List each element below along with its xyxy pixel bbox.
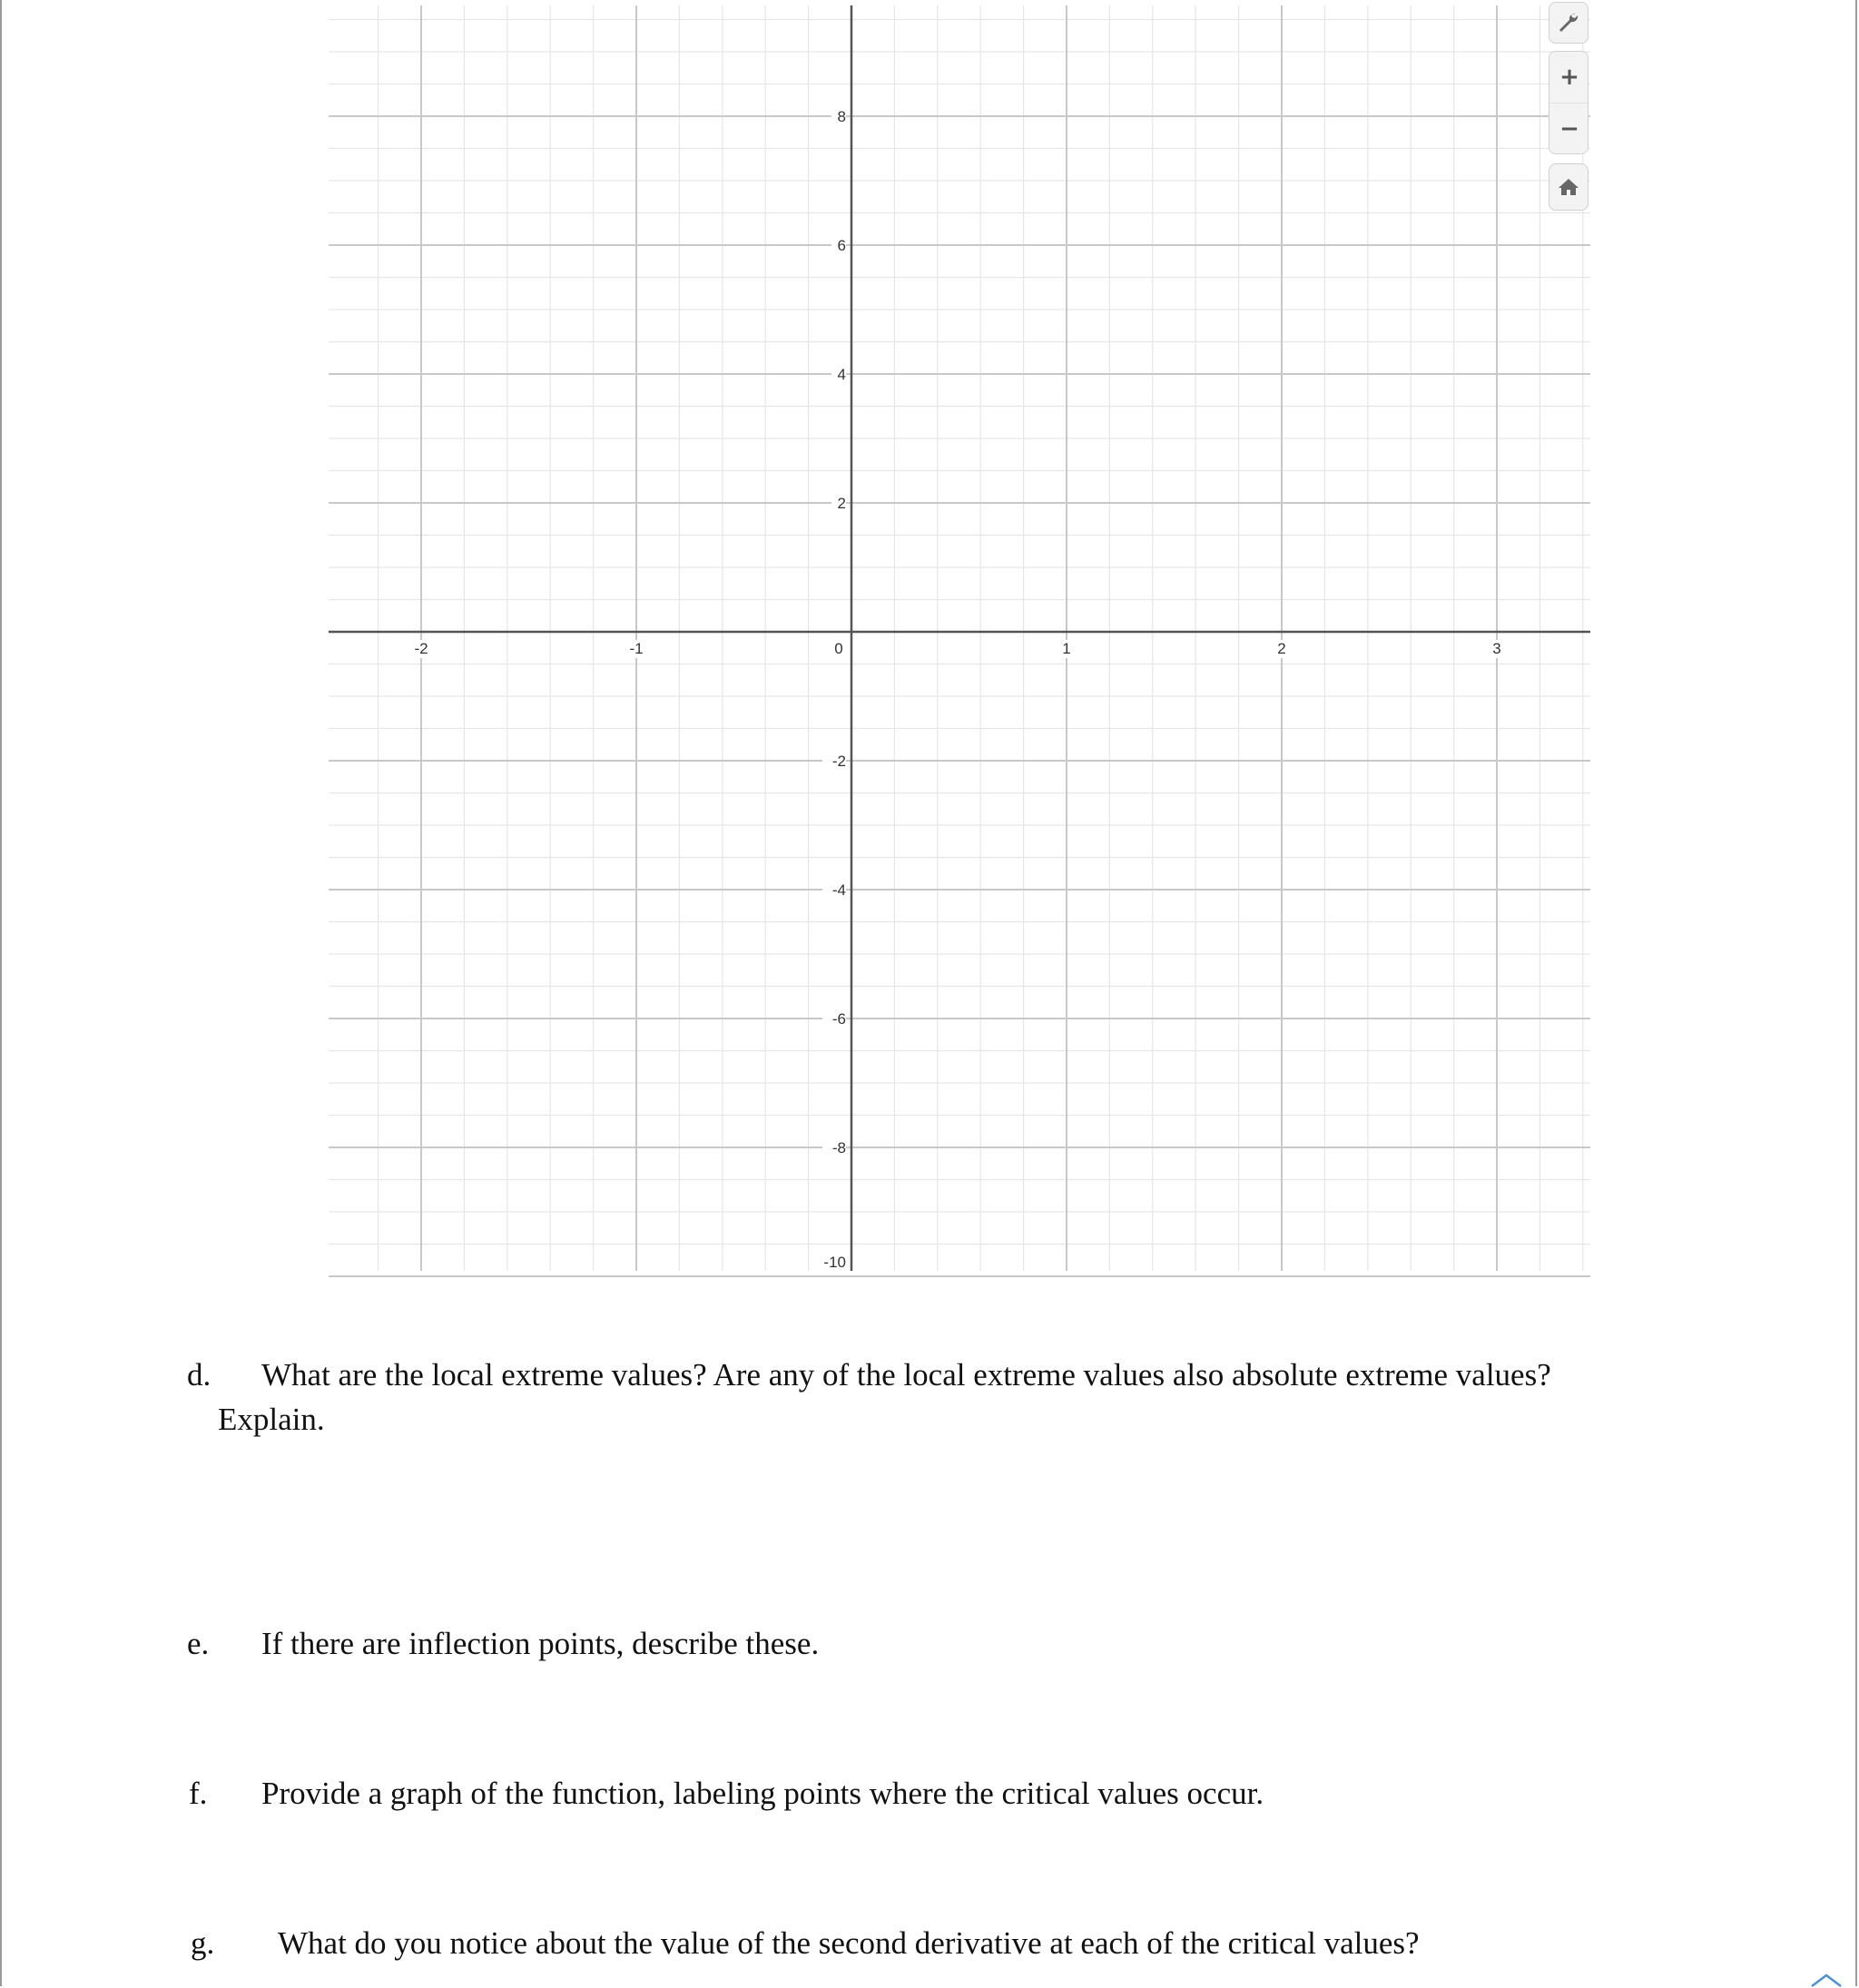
y-tick-label: 4 [837,366,846,383]
zoom-out-button[interactable]: − [1549,103,1589,153]
x-tick-label: 3 [1492,640,1501,657]
axes [329,5,1590,1271]
minor-grid-vertical [379,5,1583,1271]
y-tick-label: -8 [831,1139,846,1156]
question-letter: e. [187,1626,210,1661]
x-tick-label: 0 [834,640,843,657]
graph-settings-button[interactable] [1549,2,1589,44]
zoom-in-button[interactable]: + [1549,52,1589,103]
question-text: What are the local extreme values? Are any of the local extreme values also absolute extreme values? [261,1357,1551,1393]
question-d [0,1353,1859,1443]
question-text-continued: Explain. [218,1402,325,1437]
y-tick-label: 2 [837,495,846,512]
y-tick-label: 6 [837,237,846,254]
question-letter: d. [187,1357,211,1393]
major-grid-vertical [421,5,1497,1271]
question-text: Provide a graph of the function, labeling points where the critical values occur. [261,1776,1264,1811]
question-letter: f. [189,1776,208,1811]
question-f [0,1771,1859,1816]
y-tick-label: -4 [831,881,846,899]
x-tick-label: 1 [1062,640,1071,657]
graph-controls [1549,2,1589,211]
x-tick-label: -1 [629,640,644,657]
question-g [0,1921,1859,1966]
question-text: If there are inflection points, describe these. [261,1626,820,1661]
default-viewport-button[interactable] [1549,163,1589,211]
question-e [0,1621,1859,1667]
x-tick-label: -2 [414,640,428,657]
scroll-up-icon[interactable] [1808,1972,1844,1988]
y-tick-label: -10 [823,1254,846,1271]
y-tick-label: -6 [831,1010,846,1028]
y-tick-label: -2 [831,753,846,770]
wrench-icon [1557,11,1580,34]
zoom-controls [1549,51,1589,154]
home-icon [1558,177,1579,197]
tick-labels [409,108,1504,1272]
question-letter: g. [191,1925,215,1961]
x-tick-label: 2 [1277,640,1286,657]
question-text: What do you notice about the value of the second derivative at each of the critical values? [278,1925,1420,1961]
y-tick-label: 8 [837,108,846,125]
